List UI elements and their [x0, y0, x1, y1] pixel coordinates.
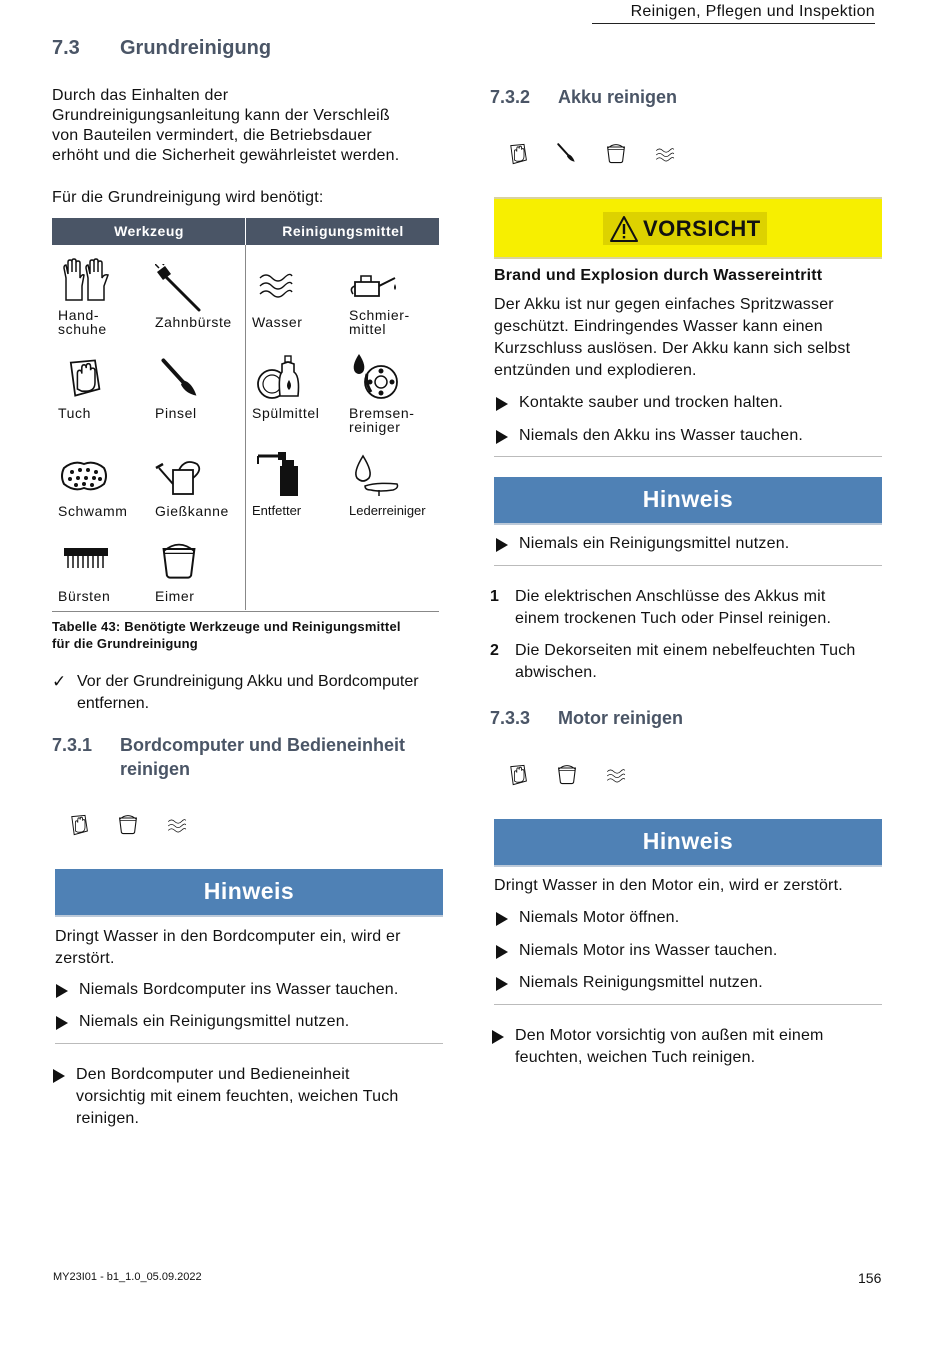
tool-label: Schwamm	[58, 503, 128, 519]
agent-label: Lederreiniger	[349, 503, 426, 518]
agent-degreaser	[252, 452, 348, 516]
warning-text-line: Kurzschluss auslösen. Der Akku kann sich selbst	[494, 340, 851, 357]
subsection-heading-733	[490, 706, 890, 732]
paintbrush-icon	[556, 142, 578, 164]
agent-label: Spülmittel	[252, 405, 320, 421]
agent-dish-soap	[252, 352, 348, 422]
step-line: einem trockenen Tuch oder Pinsel reinigen.	[515, 610, 832, 627]
water-icon	[256, 266, 296, 306]
agent-label: Entfetter	[252, 503, 302, 518]
footer-doc-id: MY23I01 - b1_1.0_05.09.2022	[53, 1271, 202, 1283]
water-icon	[654, 144, 676, 166]
warning-triangle-icon	[609, 215, 639, 243]
tool-label: Tuch	[58, 405, 92, 421]
dish-soap-icon	[254, 352, 304, 402]
intro-line: Durch das Einhalten der	[52, 87, 229, 104]
hint-banner-733: Hinweis	[494, 819, 882, 867]
agent-label-line: reiniger	[349, 419, 401, 435]
tool-gloves	[58, 258, 154, 338]
intro-line: Grundreinigungsanleitung kann der Verschleiß	[52, 107, 390, 124]
warning-text-line: entzünden und explodieren.	[494, 362, 697, 379]
tool-toothbrush	[155, 258, 251, 338]
subsection-number: 7.3.2	[490, 87, 531, 107]
tool-label: Pinsel	[155, 405, 197, 421]
agent-label-line: Schmier-	[349, 307, 410, 323]
tool-scrub-brush	[58, 540, 154, 604]
warning-text-line: geschützt. Eindringendes Wasser kann einen	[494, 318, 823, 335]
hint-text-731	[55, 926, 401, 970]
running-header: Reinigen, Pflegen und Inspektion	[630, 3, 875, 20]
tool-label-line: Hand-	[58, 307, 100, 323]
gloves-icon	[62, 258, 114, 302]
bucket-icon	[604, 141, 628, 165]
section-heading	[52, 37, 271, 60]
action-step-733	[490, 1025, 824, 1069]
warning-text-line: Der Akku ist nur gegen einfaches Spritzwasser	[494, 296, 834, 313]
action-step-731	[51, 1064, 399, 1130]
precondition-line: entfernen.	[77, 695, 150, 712]
paintbrush-icon	[159, 356, 203, 400]
hint-bullet: Niemals ein Reinigungsmittel nutzen.	[494, 533, 789, 555]
warning-bullet: Kontakte sauber und trocken halten.	[494, 392, 783, 414]
page-number: 156	[858, 1270, 882, 1286]
degreaser-icon	[256, 452, 308, 498]
subsection-title	[120, 733, 405, 781]
warning-banner	[494, 197, 882, 259]
precondition-line: Vor der Grundreinigung Akku und Bordcomputer	[77, 673, 419, 690]
subsection-title-line: reinigen	[120, 759, 191, 779]
header-rule	[592, 23, 875, 24]
water-icon	[166, 815, 188, 837]
checkmark-icon: ✓	[52, 672, 67, 691]
hint-end-rule	[55, 1043, 443, 1044]
section-title: Grundreinigung	[120, 37, 272, 59]
col-header-agents: Reinigungsmittel	[282, 223, 404, 239]
section-number: 7.3	[52, 37, 80, 59]
agent-water	[252, 258, 348, 338]
agent-label-line: Bremsen-	[349, 405, 415, 421]
subsection-title-line: Bordcomputer und Bedieneinheit	[120, 735, 406, 755]
hint-bullet: Niemals Motor ins Wasser tauchen.	[494, 940, 778, 962]
water-icon	[605, 765, 627, 787]
sponge-icon	[60, 458, 108, 494]
subsection-heading-731	[52, 733, 452, 783]
col-header-tools: Werkzeug	[114, 223, 184, 239]
toothbrush-icon	[155, 264, 205, 314]
action-line: vorsichtig mit einem feuchten, weichen Tuch	[76, 1088, 399, 1105]
action-line: Den Bordcomputer und Bedieneinheit	[76, 1066, 350, 1083]
scrub-brush-icon	[62, 544, 110, 572]
hint-bullet: Niemals Reinigungsmittel nutzen.	[494, 972, 763, 994]
intro-line: von Bauteilen vermindert, die Betriebsdauer	[52, 127, 372, 144]
tool-watering-can	[155, 458, 251, 522]
hint-bullet: Niemals Bordcomputer ins Wasser tauchen.	[54, 979, 399, 1001]
tool-label-line: schuhe	[58, 321, 107, 337]
step-line: Die Dekorseiten mit einem nebelfeuchten Tuch	[515, 642, 856, 659]
step-line: Die elektrischen Anschlüsse des Akkus mit	[515, 588, 826, 605]
hint-text-line: zerstört.	[55, 950, 115, 967]
needed-text: Für die Grundreinigung wird benötigt:	[52, 189, 324, 206]
subsection-number: 7.3.3	[490, 708, 531, 728]
agent-label-line: mittel	[349, 321, 387, 337]
subsection-title: Akku reinigen	[558, 87, 678, 107]
caption-line: Tabelle 43: Benötigte Werkzeuge und Reinigungsmittel	[52, 619, 401, 634]
header-divider	[245, 218, 246, 245]
hint-bullet: Niemals ein Reinigungsmittel nutzen.	[54, 1011, 349, 1033]
brake-cleaner-icon	[349, 352, 401, 402]
agent-label	[349, 308, 410, 336]
hint-bullet: Niemals Motor öffnen.	[494, 907, 679, 929]
agent-label	[349, 406, 414, 434]
bucket-icon	[116, 812, 140, 836]
hint-text-733: Dringt Wasser in den Motor ein, wird er zerstört.	[494, 877, 843, 894]
agent-leather-cleaner	[349, 452, 445, 516]
table-bottom-rule	[52, 611, 439, 612]
step-number: 1	[490, 588, 500, 605]
warning-end-rule	[494, 456, 882, 457]
subsection-title: Motor reinigen	[558, 708, 683, 728]
step-number: 2	[490, 642, 500, 659]
leather-cleaner-icon	[349, 452, 401, 498]
action-line: Den Motor vorsichtig von außen mit einem	[515, 1027, 824, 1044]
cloth-icon	[506, 763, 530, 787]
tool-cloth	[58, 356, 154, 426]
tool-bucket	[155, 540, 251, 604]
tool-label: Bürsten	[58, 588, 111, 604]
intro-paragraph	[52, 86, 452, 166]
bucket-icon	[157, 538, 201, 582]
hint-end-rule	[494, 1004, 882, 1005]
warning-title: Brand und Explosion durch Wassereintritt	[494, 267, 823, 284]
warning-text	[494, 294, 850, 382]
tool-label	[58, 308, 107, 336]
cloth-icon	[67, 813, 91, 837]
bucket-icon	[555, 762, 579, 786]
oil-can-icon	[349, 264, 399, 304]
intro-line: erhöht und die Sicherheit gewährleistet werden.	[52, 147, 400, 164]
step-1	[490, 586, 831, 630]
agent-oil-can	[349, 258, 445, 338]
precondition	[52, 671, 419, 715]
warning-bullet: Niemals den Akku ins Wasser tauchen.	[494, 425, 803, 447]
hint-end-rule	[494, 565, 882, 566]
subsection-number: 7.3.1	[52, 735, 93, 755]
hint-banner-731: Hinweis	[55, 869, 443, 917]
tool-sponge	[58, 458, 154, 522]
watering-can-icon	[155, 458, 207, 496]
action-line: reinigen.	[76, 1110, 140, 1127]
caption-line: für die Grundreinigung	[52, 636, 198, 651]
tool-label: Gießkanne	[155, 503, 229, 519]
cloth-icon	[506, 142, 530, 166]
agent-label: Wasser	[252, 314, 303, 330]
subsection-heading-732	[490, 85, 890, 111]
tool-paintbrush	[155, 356, 251, 426]
hint-banner-732: Hinweis	[494, 477, 882, 525]
action-line: feuchten, weichen Tuch reinigen.	[515, 1049, 756, 1066]
warning-label: VORSICHT	[643, 215, 761, 241]
cloth-icon	[62, 356, 106, 400]
step-line: abwischen.	[515, 664, 598, 681]
tool-label: Zahnbürste	[155, 314, 232, 330]
step-2	[490, 640, 856, 684]
warning-badge	[603, 212, 767, 245]
hint-text-line: Dringt Wasser in den Bordcomputer ein, wird er	[55, 928, 401, 945]
tool-label: Eimer	[155, 588, 195, 604]
table-caption	[52, 618, 401, 652]
agent-brake-cleaner	[349, 352, 445, 435]
